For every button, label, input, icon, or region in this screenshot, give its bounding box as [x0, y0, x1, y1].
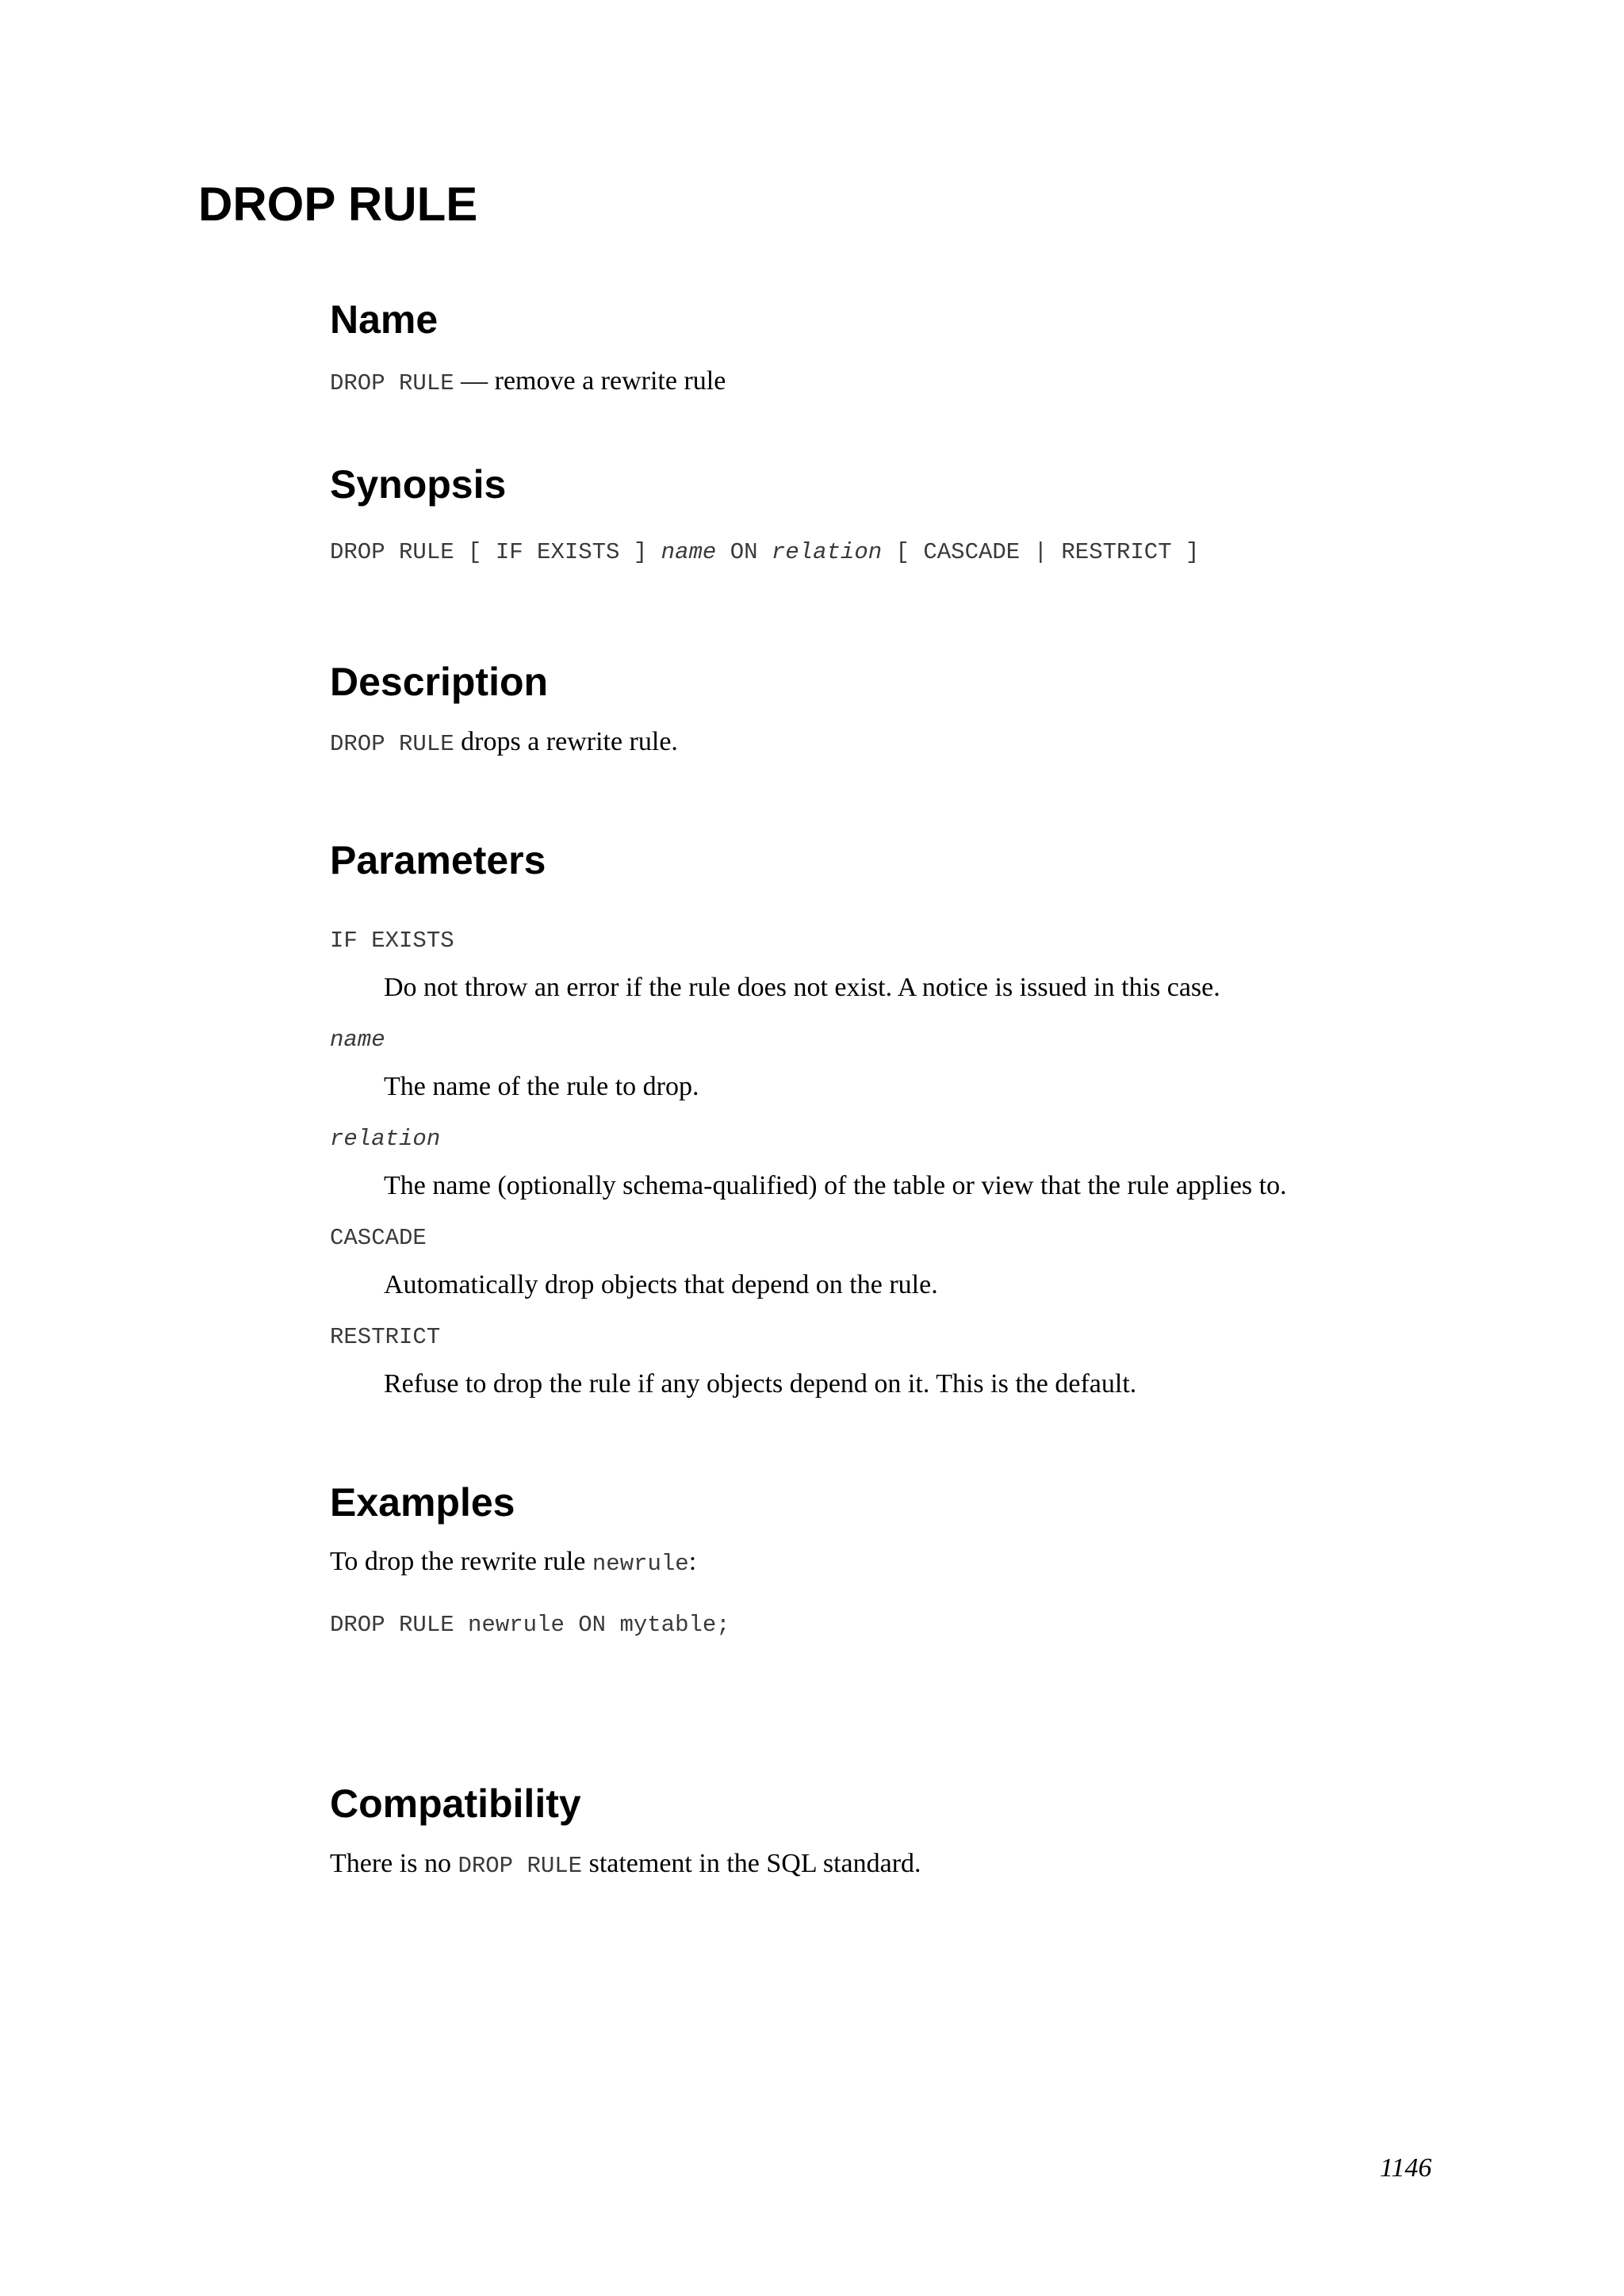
name-summary: [330, 365, 726, 398]
param-definition: Refuse to drop the rule if any objects depend on it. This is the default.: [384, 1369, 1137, 1399]
param-term: CASCADE: [330, 1225, 427, 1251]
page-number: 1146: [1380, 2153, 1432, 2183]
name-summary-text: — remove a rewrite rule: [461, 366, 726, 396]
synopsis-part-2: ON: [716, 539, 772, 565]
name-command: DROP RULE: [330, 370, 454, 396]
synopsis-code: [330, 539, 1199, 567]
param-definition: The name of the rule to drop.: [384, 1072, 699, 1101]
examples-intro-prefix: To drop the rewrite rule: [330, 1547, 592, 1576]
param-term: IF EXISTS: [330, 928, 454, 954]
param-definition: The name (optionally schema-qualified) of the table or view that the rule applies to.: [384, 1171, 1287, 1200]
compatibility-prefix: There is no: [330, 1849, 458, 1878]
compatibility-text: [330, 1848, 921, 1881]
synopsis-arg-relation: relation: [771, 539, 883, 565]
compatibility-heading: Compatibility: [330, 1781, 581, 1826]
description-body: drops a rewrite rule.: [454, 727, 678, 756]
description-text: [330, 726, 678, 759]
description-command: DROP RULE: [330, 731, 454, 757]
examples-intro-code: newrule: [592, 1551, 689, 1577]
description-heading: Description: [330, 660, 549, 704]
param-term: RESTRICT: [330, 1324, 441, 1350]
name-heading: Name: [330, 297, 439, 342]
param-term: relation: [330, 1126, 441, 1152]
examples-intro: [330, 1546, 696, 1578]
param-definition: Automatically drop objects that depend on the rule.: [384, 1270, 938, 1299]
parameters-heading: Parameters: [330, 838, 546, 882]
synopsis-arg-name: name: [661, 539, 717, 565]
synopsis-part-1: DROP RULE [ IF EXISTS ]: [330, 539, 661, 565]
compatibility-command: DROP RULE: [458, 1853, 583, 1879]
compatibility-suffix: statement in the SQL standard.: [582, 1849, 921, 1878]
examples-heading: Examples: [330, 1480, 515, 1525]
synopsis-part-3: [ CASCADE | RESTRICT ]: [882, 539, 1200, 565]
page-title: DROP RULE: [198, 178, 478, 231]
param-definition: Do not throw an error if the rule does not exist. A notice is issued in this case.: [384, 973, 1220, 1002]
param-term: name: [330, 1027, 385, 1053]
examples-code: DROP RULE newrule ON mytable;: [330, 1612, 730, 1638]
synopsis-heading: Synopsis: [330, 462, 507, 507]
examples-intro-suffix: :: [688, 1547, 697, 1576]
